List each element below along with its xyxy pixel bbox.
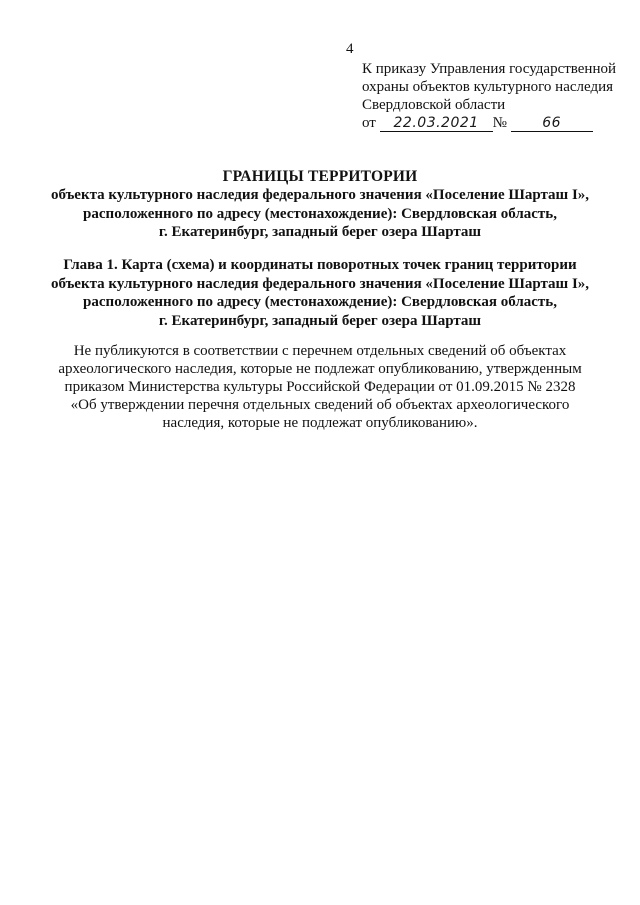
chapter-line-3: расположенного по адресу (местонахождение): Свердловская область, — [83, 294, 557, 310]
notice-line-5: наследия, которые не подлежат опубликованию». — [162, 415, 478, 431]
order-date-number-row — [362, 114, 632, 132]
appendix-header — [362, 60, 632, 132]
document-title — [40, 167, 600, 186]
notice-line-3: приказом Министерства культуры Российской Федерации от 01.09.2015 № 2328 — [64, 379, 576, 395]
chapter-line-2: объекта культурного наследия федерального значения «Поселение Шарташ I», — [50, 275, 590, 292]
date-prefix: от — [362, 115, 376, 131]
order-date-handwritten: 22.03.2021 — [380, 116, 493, 132]
notice-line-4: «Об утверждении перечня отдельных сведений об объектах археологического — [70, 397, 570, 413]
page-number: 4 — [346, 41, 354, 57]
notice-line-1: Не публикуются в соответствии с перечнем отдельных сведений об объектах — [73, 343, 567, 359]
appendix-line-1: К приказу Управления государственной — [362, 61, 617, 77]
subtitle-line-1: объекта культурного наследия федерального значения «Поселение Шарташ I», — [50, 187, 590, 203]
number-prefix: № — [492, 115, 507, 131]
chapter-line-1: Глава 1. Карта (схема) и координаты поворотных точек границ территории — [63, 257, 577, 273]
chapter-line-4: г. Екатеринбург, западный берег озера Шарташ — [158, 312, 482, 329]
title-text: ГРАНИЦЫ ТЕРРИТОРИИ — [222, 168, 418, 185]
chapter-heading — [40, 256, 600, 330]
subtitle-line-3: г. Екатеринбург, западный берег озера Шарташ — [158, 224, 482, 240]
appendix-line-2: охраны объектов культурного наследия — [362, 79, 614, 95]
appendix-line-3: Свердловской области — [362, 97, 506, 113]
non-publication-notice — [40, 342, 600, 432]
order-number-handwritten: 66 — [511, 116, 593, 132]
notice-line-2: археологического наследия, которые не подлежат опубликованию, утвержденным — [58, 361, 582, 377]
document-subtitle — [40, 186, 600, 242]
subtitle-line-2: расположенного по адресу (местонахождение): Свердловская область, — [83, 205, 557, 222]
